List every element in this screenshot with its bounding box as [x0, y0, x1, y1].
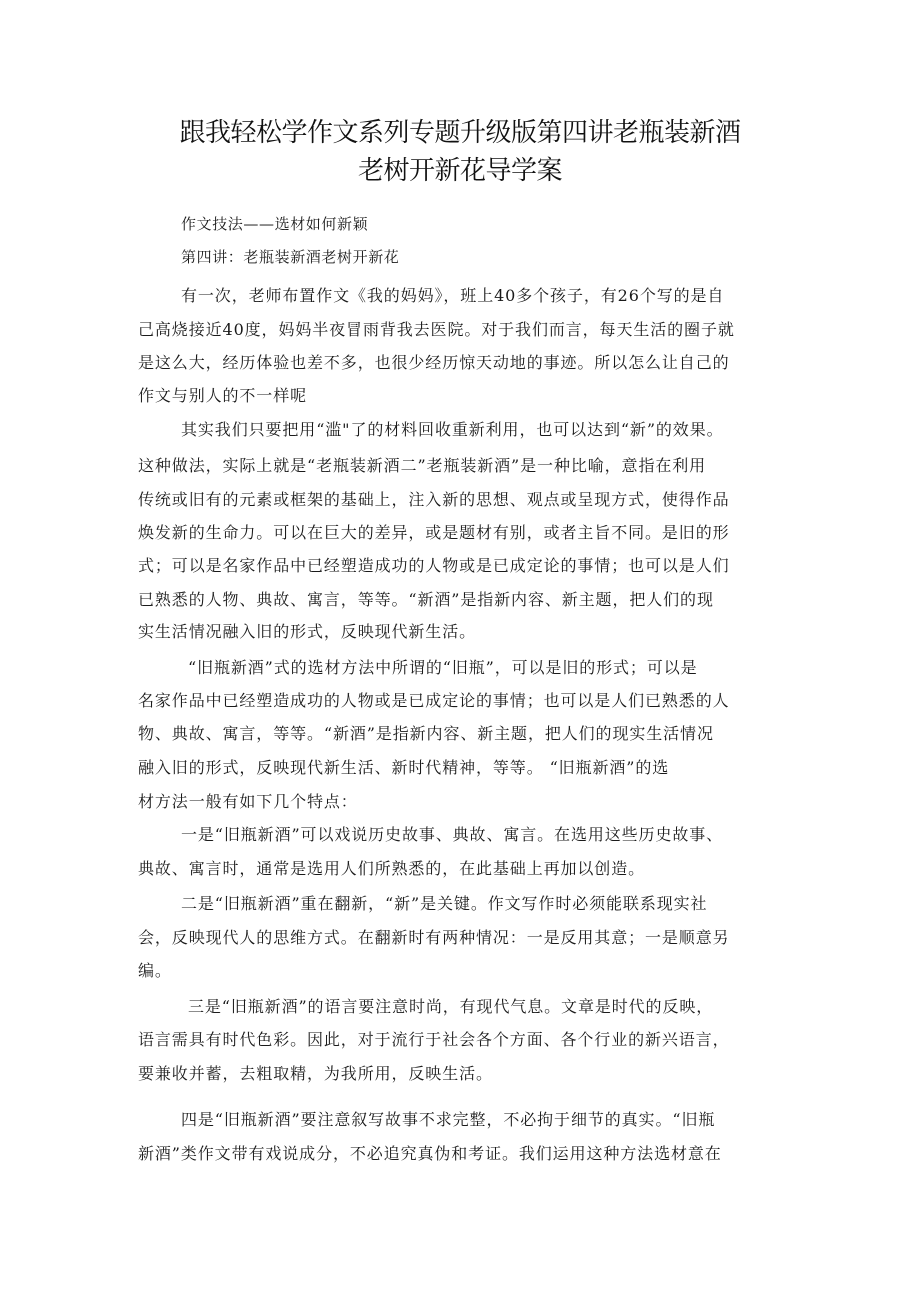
document-title-line-1: 跟我轻松学作文系列专题升级版第四讲老瓶装新酒: [179, 118, 741, 148]
paragraph-line: 融入旧的形式，反映现代新生活、新时代精神，等等。 “旧瓶新酒”的选: [138, 758, 670, 777]
paragraph-line: 三是“旧瓶新酒”的语言要注意时尚，有现代气息。文章是时代的反映，: [188, 997, 714, 1016]
paragraph-line: 新酒”类作文带有戏说成分，不必追究真伪和考证。我们运用这种方法选材意在: [138, 1144, 722, 1163]
paragraph-line: 语言需具有时代色彩。因此，对于流行于社会各个方面、各个行业的新兴语言，: [138, 1030, 730, 1049]
paragraph-line: 这种做法，实际上就是“老瓶装新酒二”老瓶装新酒”是一种比喻，意指在利用: [138, 456, 707, 475]
paragraph-line: 名家作品中已经塑造成功的人物或是已成定论的事情；也可以是人们已熟悉的人: [138, 691, 730, 710]
paragraph-line: 实生活情况融入旧的形式，反映现代新生活。: [138, 622, 477, 641]
paragraph-line: 其实我们只要把用“滥"了的材料回收重新利用，也可以达到“新”的效果。: [181, 420, 724, 439]
paragraph-line: 物、典故、寓言，等等。“新酒”是指新内容、新主题，把人们的现实生活情况: [138, 724, 714, 743]
paragraph-line: 己高烧接近40度，妈妈半夜冒雨背我去医院。对于我们而言，每天生活的圈子就: [138, 320, 735, 339]
paragraph-line: 传统或旧有的元素或框架的基础上，注入新的思想、观点或呈现方式，使得作品: [138, 490, 730, 509]
paragraph-line: 式；可以是名家作品中已经塑造成功的人物或是已成定论的事情；也可以是人们: [138, 556, 730, 575]
section-heading: 作文技法——选材如何新颖: [181, 215, 369, 233]
paragraph-line: 编。: [138, 961, 172, 980]
lesson-heading: 第四讲：老瓶装新酒老树开新花: [181, 248, 400, 266]
paragraph-line: 焕发新的生命力。可以在巨大的差异，或是题材有别，或者主旨不同。是旧的形: [138, 523, 730, 542]
paragraph-line: 一是“旧瓶新酒”可以戏说历史故事、典故、寓言。在选用这些历史故事、: [181, 825, 724, 844]
paragraph-line: 材方法一般有如下几个特点：: [138, 792, 358, 811]
paragraph-line: 四是“旧瓶新酒”要注意叙写故事不求完整，不必拘于细节的真实。“旧瓶: [181, 1110, 716, 1129]
paragraph-line: 已熟悉的人物、典故、寓言，等等。“新酒”是指新内容、新主题，把人们的现: [138, 590, 714, 609]
document-title-line-2: 老树开新花导学案: [357, 156, 562, 186]
paragraph-line: 二是“旧瓶新酒”重在翻新，“新”是关键。作文写作时必须能联系现实社: [181, 894, 708, 913]
paragraph-line: 作文与别人的不一样呢: [138, 386, 308, 405]
paragraph-line: 要兼收并蓄，去粗取精，为我所用，反映生活。: [138, 1064, 493, 1083]
paragraph-line: 是这么大，经历体验也差不多，也很少经历惊天动地的事迹。所以怎么让自己的: [138, 353, 730, 372]
paragraph-line: “旧瓶新酒”式的选材方法中所谓的“旧瓶”，可以是旧的形式；可以是: [188, 658, 698, 677]
paragraph-line: 有一次，老师布置作文《我的妈妈》，班上40多个孩子，有26个写的是自: [181, 286, 725, 305]
paragraph-line: 典故、寓言时，通常是选用人们所熟悉的，在此基础上再加以创造。: [138, 859, 646, 878]
paragraph-line: 会，反映现代人的思维方式。在翻新时有两种情况：一是反用其意；一是顺意另: [138, 928, 730, 947]
